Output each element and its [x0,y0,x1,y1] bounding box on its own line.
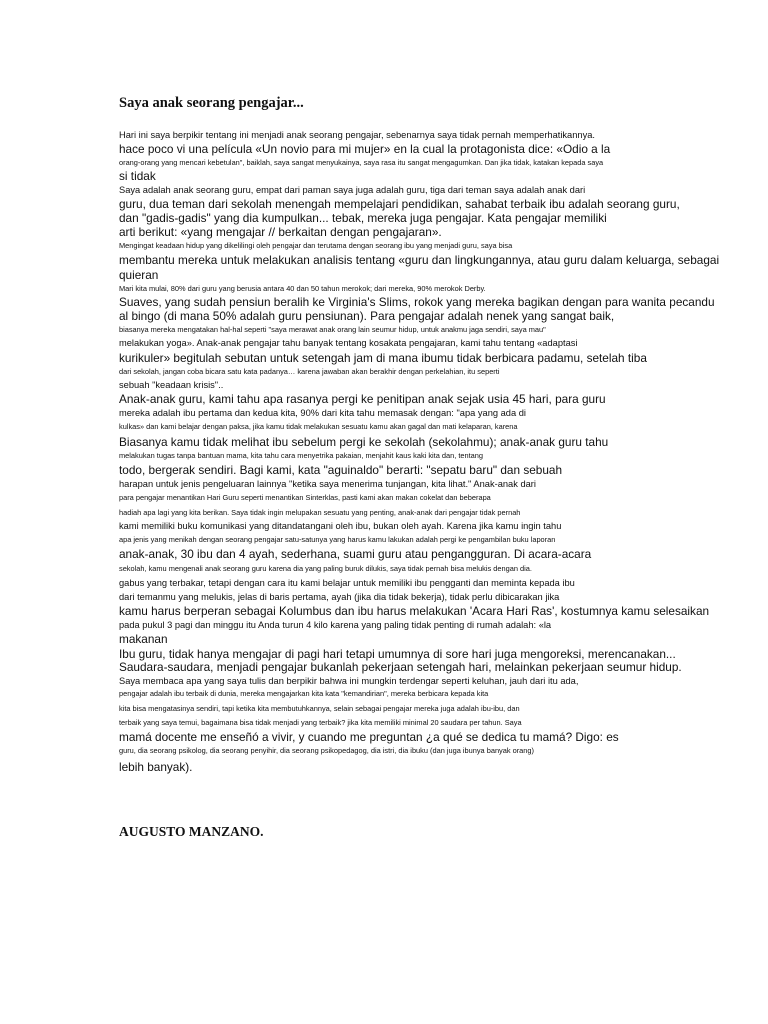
body-line: Saudara-saudara, menjadi pengajar bukanlah pekerjaan setengah hari, melainkan pekerjaan seumur hidup. [119,660,682,674]
body-line: pengajar adalah ibu terbaik di dunia, mereka mengajarkan kita kata "kemandirian", mereka berbicara kepada kita [119,689,489,698]
body-line: sebuah "keadaan krisis".. [119,380,224,390]
body-line: Biasanya kamu tidak melihat ibu sebelum pergi ke sekolah (sekolahmu); anak-anak guru tahu [119,435,609,449]
body-line: Anak-anak guru, kami tahu apa rasanya pergi ke penitipan anak sejak usia 45 hari, para guru [119,392,606,406]
body-line: Hari ini saya berpikir tentang ini menjadi anak seorang pengajar, sebenarnya saya tidak pernah memperhatikannya. [119,130,595,140]
body-line: al bingo (di mana 50% adalah guru pensiunan). Para pengajar adalah nenek yang sangat baik, [119,309,615,323]
body-line: harapan untuk jenis pengeluaran lainnya "ketika saya menerima tunjangan, kita lihat." Anak-anak dari [119,479,536,489]
body-line: lebih banyak). [119,760,193,774]
body-line: Saya adalah anak seorang guru, empat dari paman saya juga adalah guru, tiga dari teman saya adalah anak dari [119,185,586,195]
author-signature: AUGUSTO MANZANO. [119,824,264,839]
body-line: si tidak [119,169,156,183]
body-line: apa jenis yang menikah dengan seorang pengajar satu-satunya yang harus kamu lakukan adalah pergi ke pengambilan buku laporan [119,535,556,544]
body-line: dan "gadis-gadis" yang dia kumpulkan... tebak, mereka juga pengajar. Kata pengajar memiliki [119,211,607,225]
body-line: hadiah apa lagi yang kita berikan. Saya tidak ingin melupakan sesuatu yang penting, anak-anak dari pengajar tidak pernah [119,508,521,517]
body-line: biasanya mereka mengatakan hal-hal seperti "saya merawat anak orang lain seumur hidup, untuk anakmu jaga sendiri, saya mau" [119,325,546,334]
body-line: melakukan tugas tanpa bantuan mama, kita tahu cara menyetrika pakaian, menjahit kaus kaki kita dan, tentang [119,451,483,460]
body-line: makanan [119,632,168,646]
body-line: pada pukul 3 pagi dan minggu itu Anda turun 4 kilo karena yang paling tidak penting di rumah adalah: «la [119,620,552,630]
body-line: melakukan yoga». Anak-anak pengajar tahu banyak tentang kosakata pengajaran, kami tahu tentang «adaptasi [119,338,578,348]
body-line: kurikuler» begitulah sebutan untuk setengah jam di mana ibumu tidak berbicara padamu, setelah tiba [119,351,647,365]
body-line: membantu mereka untuk melakukan analisis tentang «guru dan lingkungannya, atau guru dalam keluarga, sebagai [119,253,720,267]
body-line: Ibu guru, tidak hanya mengajar di pagi hari tetapi umumnya di sore hari juga mengoreksi, merencanakan... [119,647,676,661]
body-line: para pengajar menantikan Hari Guru seperti menantikan Sinterklas, pasti kami akan makan cokelat dan beberapa [119,493,491,502]
body-line: dari sekolah, jangan coba bicara satu kata padanya… karena jawaban akan berakhir dengan perkelahian, itu seperti [119,367,500,376]
body-line: guru, dua teman dari sekolah menengah mempelajari pendidikan, sahabat terbaik ibu adalah seorang guru, [119,197,680,211]
body-line: arti berikut: «yang mengajar // berkaitan dengan pengajaran». [119,225,442,239]
body-line: kulkas» dan kami belajar dengan paksa, jika kamu tidak melakukan sesuatu kamu akan gagal dan mati kelaparan, karena [119,422,518,431]
body-line: kita bisa mengatasinya sendiri, tapi ketika kita membutuhkannya, selain sebagai pengajar mereka juga adalah ibu-ibu, dan [119,704,520,713]
body-line: anak-anak, 30 ibu dan 4 ayah, sederhana, suami guru atau pengangguran. Di acara-acara [119,547,592,561]
document-title: Saya anak seorang pengajar... [119,95,304,111]
body-line: quieran [119,268,159,282]
body-line: hace poco vi una película «Un novio para mi mujer» en la cual la protagonista dice: «Odio a la [119,142,611,156]
body-line: mamá docente me enseñó a vivir, y cuando me preguntan ¿a qué se dedica tu mamá? Digo: es [119,730,619,744]
body-line: Suaves, yang sudah pensiun beralih ke Virginia's Slims, rokok yang mereka bagikan dengan para wanita pecandu [119,295,715,309]
body-line: terbaik yang saya temui, bagaimana bisa tidak menjadi yang terbaik? jika kita memiliki minimal 20 saudara per tahun. Saya [119,718,522,727]
body-line: kamu harus berperan sebagai Kolumbus dan ibu harus melakukan 'Acara Hari Ras', kostumnya kamu selesaikan [119,604,710,618]
body-line: orang-orang yang mencari kebetulan", baiklah, saya sangat menyukainya, saya rasa itu sangat mengagumkan. Dan jika tidak, katakan kepada saya [119,158,604,167]
body-line: mereka adalah ibu pertama dan kedua kita, 90% dari kita tahu memasak dengan: "apa yang ada di [119,408,526,418]
body-line: Mengingat keadaan hidup yang dikelilingi oleh pengajar dan terutama dengan seorang ibu yang menjadi guru, saya bisa [119,241,513,250]
body-line: gabus yang terbakar, tetapi dengan cara itu kami belajar untuk memiliki ibu pengganti dan meminta kepada ibu [119,578,575,588]
body-line: dari temanmu yang melukis, jelas di baris pertama, ayah (jika dia tidak bekerja), tidak perlu dibicarakan jika [119,592,560,602]
body-line: sekolah, kamu mengenali anak seorang guru karena dia yang paling buruk dilukis, saya tidak pernah bisa melukis dengan dia. [119,564,532,573]
body-line: Saya membaca apa yang saya tulis dan berpikir bahwa ini mungkin terdengar seperti keluhan, jauh dari itu ada, [119,676,579,686]
body-line: Mari kita mulai, 80% dari guru yang berusia antara 40 dan 50 tahun merokok; dari mereka, 90% merokok Derby. [119,284,486,293]
body-line: guru, dia seorang psikolog, dia seorang penyihir, dia seorang psikopedagog, dia istri, dia ibuku (dan juga ibunya banyak orang) [119,746,534,755]
body-line: kami memiliki buku komunikasi yang ditandatangani oleh ibu, bukan oleh ayah. Karena jika kamu ingin tahu [119,521,562,531]
body-line: todo, bergerak sendiri. Bagi kami, kata "aguinaldo" berarti: "sepatu baru" dan sebuah [119,463,563,477]
